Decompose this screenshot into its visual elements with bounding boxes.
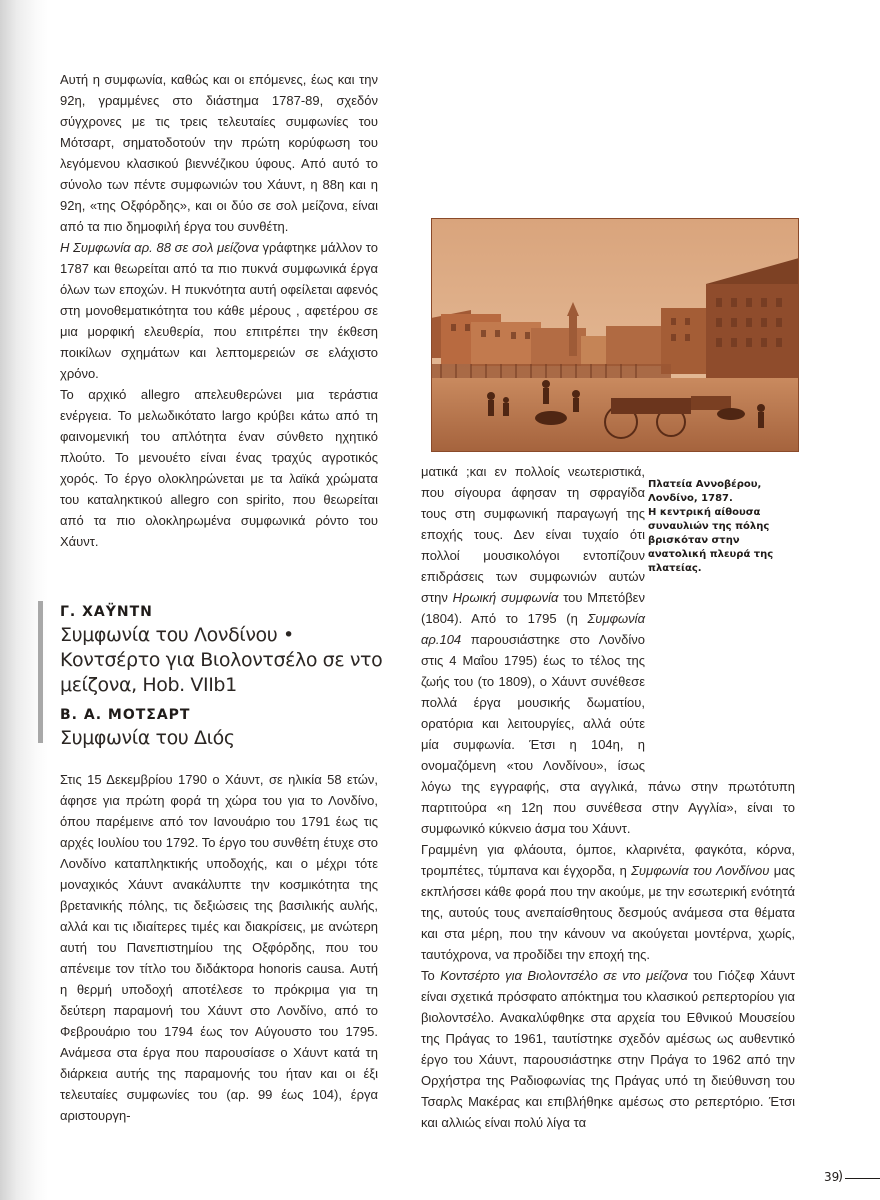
paragraph-text: του Γιόζεφ Χάυντ είναι σχετικά πρόσφατο απόκτημα του κλασικού ρεπερτορίου για βιολοντσέλο. Ανακαλύφθηκε στα αρχεία του Εθνικού Μουσείου της Πράγας το 1961, ταυτίστηκε σχεδόν αμέσως ως αυθεντικό έργο του Χάυντ, παρουσιάστηκε στην Πράγα το 1962 από την Ορχήστρα της Ραδιοφωνίας της Πράγας υπό τη διεύθυνση του Τσαρλς Μακέρας και επιβλήθηκε αμέσως στο ρεπερτόριο. Έτσι και αλλιώς είναι πολύ λίγα τα xyxy=(421,968,796,1130)
paragraph-movements: Το αρχικό allegro απελευθερώνει μια τεράστια ενέργεια. Το μελωδικότατο largo κρύβει κάτω από τη φαινομενική του απλότητα έναν σύνθετο ηχητικό πλούτο. Το μενουέτο είναι ένας τραχύς αγροτικός χορός. Το έργο ολοκληρώνεται με τα λαϊκά χρώματα του καταληκτικού allegro con spirito, που θεωρείται από τα πιο ολοκληρωμένα συμφωνικά ρόντο του Χάυντ. xyxy=(60,387,378,549)
caption-line-3: Η κεντρική αίθουσα συναυλιών της πόλης βρισκόταν στην ανατολική πλευρά της πλατείας. xyxy=(648,507,774,574)
composer-mozart: Β. Α. ΜΟΤΣΑΡΤ xyxy=(60,707,191,723)
paragraph-text: του Μπετόβεν (1804). Από το 1795 (η xyxy=(421,590,645,626)
paragraph-text: ματικά ;και εν πολλοίς νεωτεριστικά, που σίγουρα άφησαν τη σφραγίδα τους στη συμφωνική παραγωγή της εποχής τους. Δεν είναι τυχαίο ότι πολλοί μουσικολόγοι εντοπίζουν επιδράσεις των συμφωνιών αυτών στην xyxy=(421,464,645,605)
engraving-illustration xyxy=(431,218,799,452)
caption-line-1: Πλατεία Αννοβέρου, xyxy=(648,479,762,490)
paragraph-cello-concerto xyxy=(421,965,795,1133)
paragraph-text: μας εκπλήσσει κάθε φορά που την ακούμε, με την εσωτερική ενότητά της, αυτούς τους ανεπαίσθητους δεσμούς ανάμεσα στα θέματα και στα μέρη, που την κάνουν να ακούγεται μοντέρνα, χωρίς, ταυτόχρονα, να προδίδει την εποχή της. xyxy=(421,863,795,962)
left-column-bottom xyxy=(60,769,378,1126)
composer-haydn: Γ. ΧΑΫΝΤΝ xyxy=(60,604,153,620)
paragraph-symphony-88 xyxy=(60,237,378,384)
hanover-square-engraving xyxy=(431,218,799,452)
paragraph-text: Γραμμένη για φλάουτα, όμποε, κλαρινέτα, φαγκότα, κόρνα, τρομπέτες, τύμπανα και έγχορδα, η xyxy=(421,842,795,878)
right-column xyxy=(421,461,795,1133)
italic-title: Η Συμφωνία αρ. 88 σε σολ μείζονα xyxy=(60,240,259,255)
paragraph-text: Το xyxy=(421,968,441,983)
paragraph-text: γράφτηκε μάλλον το 1787 και θεωρείται από τα πιο πυκνά συμφωνικά έργα όλων των εποχών. Η πυκνότητα αυτή οφείλεται αφενός στη μονοθεματικότητα του κάθε μέρους , αφετέρου σε μια μορφική ελευθερία, που επιτρέπει την έκθεση ποικίλων σχημάτων και λεπτομερειών σε ελάχιστο χρόνο. xyxy=(60,240,378,381)
italic-cello-concerto: Κοντσέρτο για Βιολοντσέλο σε ντο μείζονα xyxy=(440,968,688,983)
program-heading xyxy=(60,601,390,757)
caption-line-2: Λονδίνο, 1787. xyxy=(648,493,733,504)
paragraph-text: παρουσιάστηκε στο Λονδίνο στις 4 Μαΐου 1795) έως το τέλος της ζωής του (το 1809), ο Χάυντ συνέθεσε πολλά έργα μουσικής δωματίου, ορατόρια και λειτουργίες, αλλά ούτε μία συμφωνία. Έτσι η 104η, η ονομαζόμενη «του Λονδίνου», ίσως λόγω της εγγραφής, στα αγγλικά, πάνω στην πρωτότυπη παρτιτούρα «η 12η που συνέθεσα στην Αγγλία», είναι το συμφωνικό κύκνειο άσμα του Χάυντ. xyxy=(421,632,795,836)
page-number: 39 xyxy=(824,1170,840,1184)
paragraph-london-symphony-context xyxy=(421,461,795,839)
italic-eroica: Ηρωική συμφωνία xyxy=(452,590,559,605)
works-haydn: Συμφωνία του Λονδίνου • Κοντσέρτο για Βιολοντσέλο σε ντο μείζονα, Hob. VIIb1 xyxy=(60,624,383,696)
italic-symphony-104: Συμφωνία αρ.104 xyxy=(421,611,645,647)
works-mozart: Συμφωνία του Διός xyxy=(60,727,235,749)
italic-london-symphony: Συμφωνία του Λονδίνου xyxy=(631,863,770,878)
page-gutter-shadow xyxy=(0,0,48,1200)
page-number-rule xyxy=(845,1178,880,1179)
page-number-bracket: ) xyxy=(838,1169,844,1184)
left-column-top xyxy=(60,69,378,552)
paragraph-london-visit: Στις 15 Δεκεμβρίου 1790 ο Χάυντ, σε ηλικία 58 ετών, άφησε για πρώτη φορά τη χώρα του για το Λονδίνο, όπου παρέμεινε από τον Ιανουάριο του 1791 έως τις αρχές Ιουλίου του 1792. Το έργο του συνθέτη έτυχε στο Λονδίνο καταπληκτικής υποδοχής, και ο μέχρι τότε μοναχικός Χάυντ ανακάλυπτε την κοσμικότητα της βρετανικής πόλης, τις δεξιώσεις της βασιλικής αυλής, αλλά και τις ιδιαίτερες τιμές και διακρίσεις, με ανώτερη αυτή του Πανεπιστημίου της Οξφόρδης, που του απένειμε τον τίτλο του διδάκτορα honoris causa. Αυτή η θερμή υποδοχή αποτέλεσε το πρόκριμα για τη δεύτερη παραμονή του Χάυντ στο Λονδίνο, από το Φεβρουάριο του 1794 έως τον Αύγουστο του 1795. Ανάμεσα στα έργα που παρουσίασε ο Χάυντ κατά τη διάρκεια αυτής της παραμονής του ήταν και οι έξι τελευταίες συμφωνίες του (αρ. 99 έως 104), έργα αριστουργη- xyxy=(60,772,378,1123)
heading-side-bar xyxy=(38,601,43,743)
paragraph-intro: Αυτή η συμφωνία, καθώς και οι επόμενες, έως και την 92η, γραμμένες στο διάστημα 1787-89, σχεδόν σύγχρονες με τις τρεις τελευταίες συμφωνίες του Μότσαρτ, σηματοδοτούν την πρώτη κορύφωση του λεγόμενου κλασικού βιεννέζικου ύφους. Από αυτό το σύνολο των πέντε συμφωνιών του Χάυντ, η 88η και η 92η, «της Οξφόρδης», και οι δύο σε σολ μείζονα, είναι από τα πιο δημοφιλή έργα του συνθέτη. xyxy=(60,72,378,234)
paragraph-orchestration xyxy=(421,839,795,965)
